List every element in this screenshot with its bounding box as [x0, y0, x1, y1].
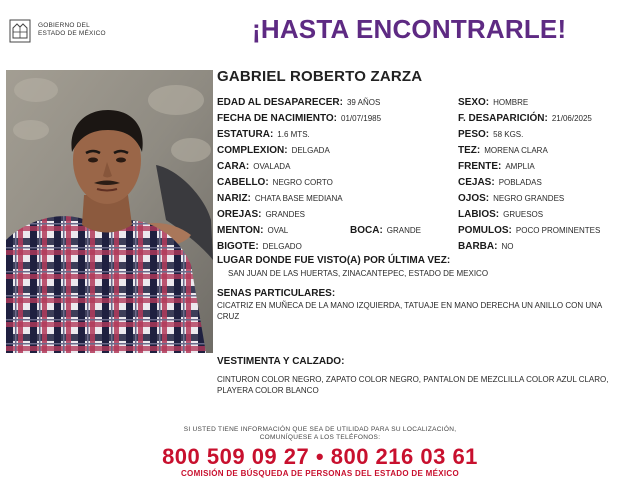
field-forehead: FRENTE: AMPLIA: [458, 161, 535, 172]
field-mouth: BOCA: GRANDE: [350, 225, 422, 236]
phone-number-2[interactable]: 800 216 03 61: [330, 444, 478, 469]
field-beard: BARBA: NO: [458, 241, 514, 252]
field-build: COMPLEXION: DELGADA: [217, 145, 330, 156]
government-label: GOBIERNO DEL ESTADO DE MÉXICO: [38, 22, 106, 37]
field-eyebrows: CEJAS: POBLADAS: [458, 177, 542, 188]
field-face: CARA: OVALADA: [217, 161, 291, 172]
field-birth-date: FECHA DE NACIMIENTO: 01/07/1985: [217, 113, 382, 124]
field-chin: MENTON: OVAL: [217, 225, 289, 236]
field-moustache: BIGOTE: DELGADO: [217, 241, 302, 252]
person-name: GABRIEL ROBERTO ZARZA: [217, 68, 423, 85]
phone-separator: •: [315, 444, 325, 469]
marks-label: SENAS PARTICULARES:: [217, 288, 336, 299]
state-seal-icon: [8, 18, 32, 44]
last-seen-value: SAN JUAN DE LAS HUERTAS, ZINACANTEPEC, ESTADO DE MEXICO: [228, 269, 489, 278]
field-complexion: TEZ: MORENA CLARA: [458, 145, 548, 156]
field-weight: PESO: 58 KGS.: [458, 129, 524, 140]
field-sex: SEXO: HOMBRE: [458, 97, 529, 108]
field-cheekbones: POMULOS: POCO PROMINENTES: [458, 225, 601, 236]
field-height: ESTATURA: 1.6 MTS.: [217, 129, 310, 140]
field-disappearance-date: F. DESAPARICIÓN: 21/06/2025: [458, 113, 592, 124]
field-ears: OREJAS: GRANDES: [217, 209, 306, 220]
field-nose: NARIZ: CHATA BASE MEDIANA: [217, 193, 343, 204]
government-logo: [8, 18, 118, 46]
clothing-value: CINTURON COLOR NEGRO, ZAPATO COLOR NEGRO, PANTALON DE MEZCLILLA COLOR AZUL CLARO, PLAYERA COLOR BLANCO: [217, 375, 609, 395]
last-seen-label: LUGAR DONDE FUE VISTO(A) POR ÚLTIMA VEZ:: [217, 255, 451, 266]
field-eyes: OJOS: NEGRO GRANDES: [458, 193, 565, 204]
contact-note: SI USTED TIENE INFORMACIÓN QUE SEA DE UTILIDAD PARA SU LOCALIZACIÓN, COMUNÍQUESE A LOS TELÉFONOS:: [183, 426, 457, 441]
commission-name: COMISIÓN DE BÚSQUEDA DE PERSONAS DEL ESTADO DE MÉXICO: [180, 469, 459, 478]
phone-number-1[interactable]: 800 509 09 27: [162, 444, 310, 469]
field-lips: LABIOS: GRUESOS: [458, 209, 544, 220]
missing-person-photo: [6, 70, 213, 353]
clothing-label: VESTIMENTA Y CALZADO:: [217, 356, 345, 367]
phone-numbers: [0, 444, 640, 470]
headline: ¡HASTA ENCONTRARLE!: [252, 14, 567, 44]
marks-value: CICATRIZ EN MUÑECA DE LA MANO IZQUIERDA, TATUAJE EN MANO DERECHA UN ANILLO CON UNA CRUZ: [217, 301, 602, 321]
field-hair: CABELLO: NEGRO CORTO: [217, 177, 333, 188]
field-age: EDAD AL DESAPARECER: 39 AÑOS: [217, 97, 381, 108]
